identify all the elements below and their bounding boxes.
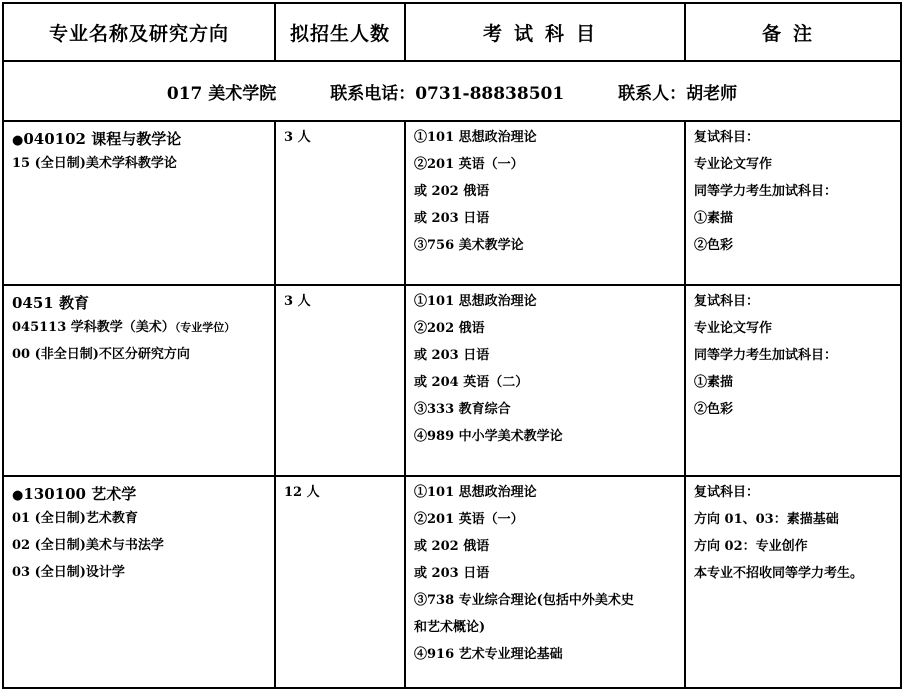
admissions-table — [2, 2, 902, 689]
college-info-row — [3, 61, 901, 121]
program-major-cell — [3, 285, 275, 476]
note-item: 同等学力考生加试科目： — [694, 184, 838, 199]
note-item: 方向 02：专业创作 — [694, 539, 808, 554]
exam-item: ③756 美术教学论 — [414, 238, 524, 253]
note-item: ①素描 — [694, 375, 734, 390]
direction-item: 02 (全日制)美术与书法学 — [12, 538, 164, 553]
exam-item: ②201 英语（一） — [414, 512, 524, 527]
quota-value: 3 人 — [284, 130, 311, 145]
header-notes: 备注 — [685, 3, 901, 61]
exam-item: ③738 专业综合理论(包括中外美术史 — [414, 593, 634, 608]
exam-item: ②202 俄语 — [414, 321, 485, 336]
program-quota-cell — [275, 476, 405, 688]
program-notes-cell — [685, 285, 901, 476]
exam-item: 或 203 日语 — [414, 348, 490, 363]
program-subtitle: 045113 学科教学（美术）（专业学位） — [12, 320, 236, 335]
note-item: 同等学力考生加试科目： — [694, 348, 838, 363]
direction-item: 01 (全日制)艺术教育 — [12, 511, 138, 526]
note-item: 本专业不招收同等学力考生。 — [694, 566, 864, 581]
exam-item: 或 202 俄语 — [414, 184, 490, 199]
program-row — [3, 285, 901, 476]
program-major-cell — [3, 476, 275, 688]
header-exam: 考试科目 — [405, 3, 685, 61]
bullet-icon: ● — [12, 488, 24, 503]
exam-item: ④916 艺术专业理论基础 — [414, 647, 563, 662]
college-info — [3, 61, 901, 121]
note-item: 复试科目： — [694, 130, 760, 145]
note-item: 专业论文写作 — [694, 157, 773, 172]
exam-item: ③333 教育综合 — [414, 402, 511, 417]
exam-item: ④989 中小学美术教学论 — [414, 429, 563, 444]
exam-item: 或 203 日语 — [414, 566, 490, 581]
college-phone: 联系电话：0731-88838501 — [330, 83, 565, 104]
program-title: ●130100 艺术学 — [12, 485, 137, 503]
program-row — [3, 121, 901, 285]
exam-item: ①101 思想政治理论 — [414, 130, 537, 145]
program-row — [3, 476, 901, 688]
program-quota-cell — [275, 121, 405, 285]
exam-item: 或 202 俄语 — [414, 539, 490, 554]
program-exam-cell — [405, 476, 685, 688]
program-exam-cell — [405, 285, 685, 476]
direction-item: 03 (全日制)设计学 — [12, 565, 125, 580]
college-name: 017 美术学院 — [166, 83, 277, 104]
note-item: ①素描 — [694, 211, 734, 226]
note-item: ②色彩 — [694, 402, 734, 417]
bullet-icon: ● — [12, 133, 24, 148]
program-exam-cell — [405, 121, 685, 285]
exam-item: ②201 英语（一） — [414, 157, 524, 172]
college-contact: 联系人：胡老师 — [618, 83, 738, 104]
program-notes-cell — [685, 121, 901, 285]
program-title: 0451 教育 — [12, 294, 89, 312]
exam-item: 或 204 英语（二） — [414, 375, 529, 390]
exam-item: 和艺术概论) — [414, 620, 486, 635]
direction-item: 15 (全日制)美术学科教学论 — [12, 156, 177, 171]
header-quota: 拟招生人数 — [275, 3, 405, 61]
header-row — [3, 3, 901, 61]
direction-item: 00 (非全日制)不区分研究方向 — [12, 347, 190, 362]
note-item: 专业论文写作 — [694, 321, 773, 336]
quota-value: 3 人 — [284, 294, 311, 309]
program-title: ●040102 课程与教学论 — [12, 130, 182, 148]
note-item: ②色彩 — [694, 238, 734, 253]
header-major: 专业名称及研究方向 — [3, 3, 275, 61]
exam-item: ①101 思想政治理论 — [414, 294, 537, 309]
program-quota-cell — [275, 285, 405, 476]
program-major-cell — [3, 121, 275, 285]
exam-item: ①101 思想政治理论 — [414, 485, 537, 500]
note-item: 复试科目： — [694, 294, 760, 309]
exam-item: 或 203 日语 — [414, 211, 490, 226]
note-item: 方向 01、03：素描基础 — [694, 512, 839, 527]
note-item: 复试科目： — [694, 485, 760, 500]
program-notes-cell — [685, 476, 901, 688]
quota-value: 12 人 — [284, 485, 320, 500]
